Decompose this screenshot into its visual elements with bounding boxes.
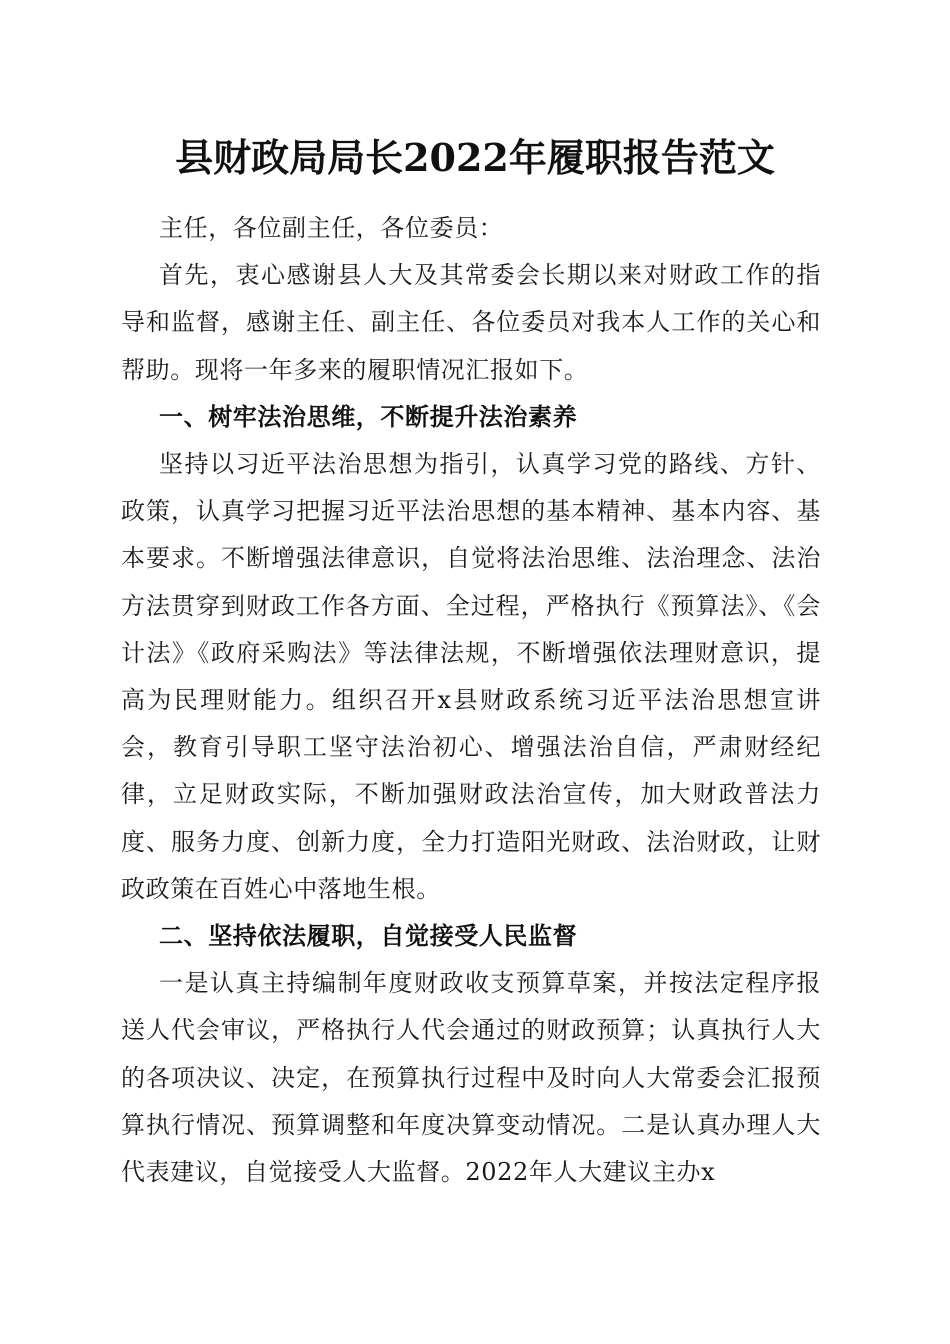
section-1-heading: 一、树牢法治思维，不断提升法治素养 — [159, 402, 578, 431]
section-1-paragraph: 坚持以习近平法治思想为指引，认真学习党的路线、方针、政策，认真学习把握习近平法治思想的基本精神、基本内容、基本要求。不断增强法律意识，自觉将法治思维、法治理念、法治方法贯穿到财政工作各方面、全过程，严格执行《预算法》、《会计法》《政府采购法》等法律法规，不断增强依法理财意识，提高为民理财能力。组织召开x县财政系统习近平法治思想宣讲会，教育引导职工坚守法治初心、增强法治自信，严肃财经纪律，立足财政实际，不断加强财政法治宣传，加大财政普法力度、服务力度、创新力度，全力打造阳光财政、法治财政，让财政政策在百姓心中落地生根。 — [121, 450, 821, 903]
document-title: 县财政局局长2022年履职报告范文 — [175, 135, 775, 180]
section-2-heading: 二、坚持依法履职，自觉接受人民监督 — [159, 922, 578, 951]
salutation: 主任，各位副主任，各位委员： — [159, 214, 504, 242]
document-body — [121, 205, 821, 1196]
section-2-paragraph: 一是认真主持编制年度财政收支预算草案，并按法定程序报送人代会审议，严格执行人代会通过的财政预算；认真执行人大的各项决议、决定，在预算执行过程中及时向人大常委会汇报预算执行情况、预算调整和年度决算变动情况。二是认真办理人大代表建议，自觉接受人大监督。2022年人大建议主办x — [121, 969, 821, 1187]
intro-paragraph: 首先，衷心感谢县人大及其常委会长期以来对财政工作的指导和监督，感谢主任、副主任、各位委员对我本人工作的关心和帮助。现将一年多来的履职情况汇报如下。 — [121, 261, 821, 384]
